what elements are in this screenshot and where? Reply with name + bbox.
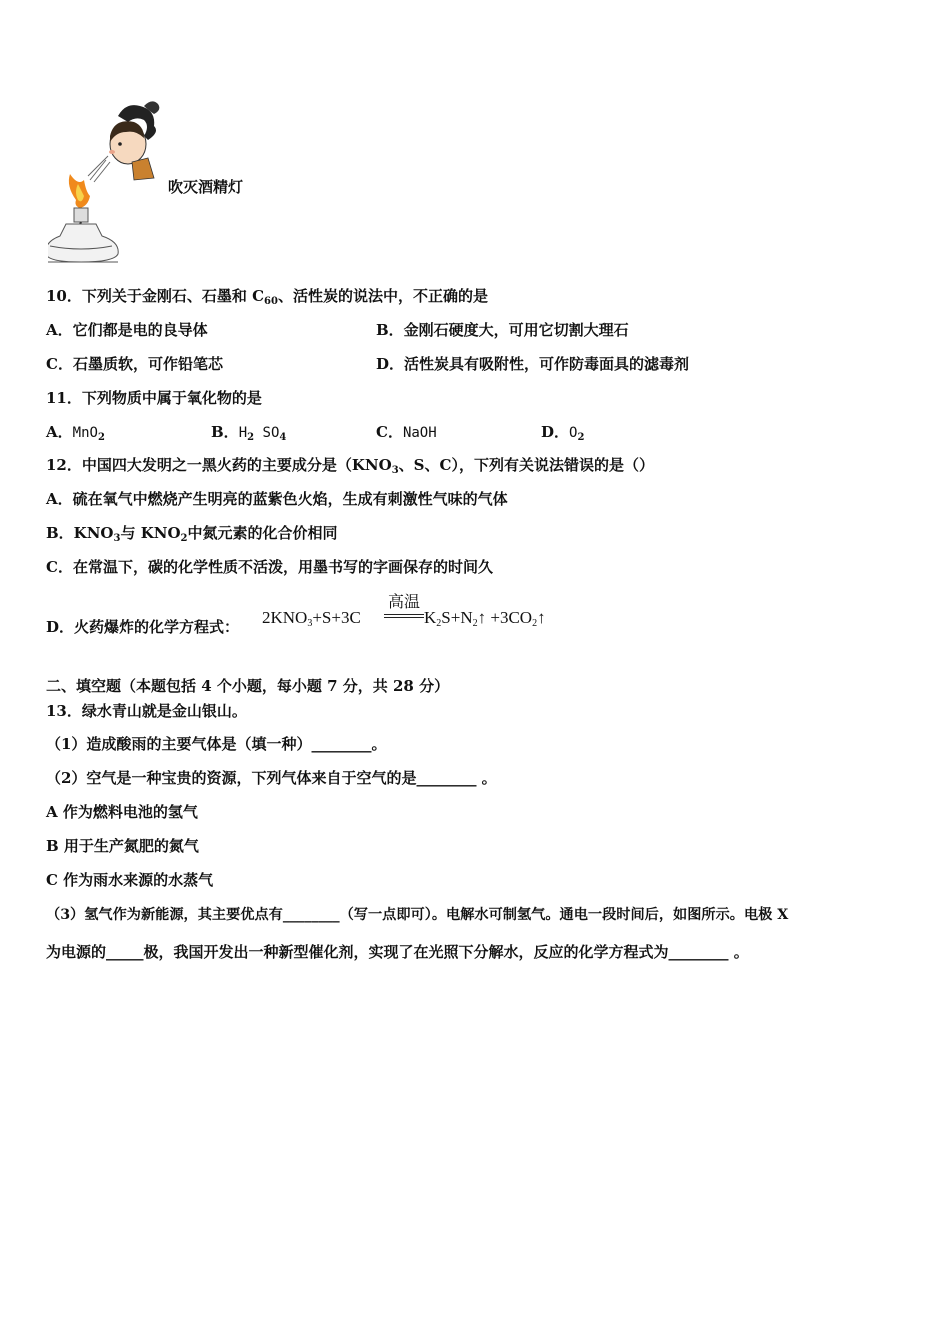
eq-sub: 2	[472, 618, 478, 629]
q12-option-a: A．硫在氧气中燃烧产生明亮的蓝紫色火焰，生成有刺激性气味的气体	[46, 490, 508, 508]
q12-option-b	[46, 523, 338, 549]
q12-b-part: 中氮元素的化合价相同	[187, 524, 338, 542]
flame-icon	[69, 174, 90, 208]
eq-part: +S+3C	[312, 608, 361, 627]
q10-stem	[46, 286, 488, 312]
option-label: C．	[376, 423, 403, 441]
q12-stem	[46, 455, 654, 481]
q13-option-c: C 作为雨水来源的水蒸气	[46, 871, 214, 889]
eq-part: K	[424, 608, 437, 627]
option-label: B．	[211, 423, 239, 441]
formula: SO	[254, 425, 280, 441]
q11-stem: 11．下列物质中属于氧化物的是	[46, 389, 262, 407]
eq-part: ↑	[537, 608, 546, 627]
formula-sub: 2	[247, 432, 255, 443]
q12-option-d-label: D．火药爆炸的化学方程式：	[46, 618, 240, 636]
eq-part: S+N	[441, 608, 473, 627]
eq-sub: 2	[532, 618, 538, 629]
q13-part-3-line-2: 为电源的_____极，我国开发出一种新型催化剂，实现了在光照下分解水，反应的化学方程式为________ 。	[46, 943, 749, 961]
q12-option-c: C．在常温下，碳的化学性质不活泼，用墨书写的字画保存的时间久	[46, 558, 493, 576]
q11-option-a	[46, 422, 105, 448]
alcohol-lamp-illustration	[48, 96, 163, 268]
q11-option-c	[376, 422, 437, 443]
equation-bar	[384, 617, 424, 618]
alcohol-lamp-icon	[48, 208, 118, 262]
formula: NaOH	[402, 425, 437, 441]
q11-option-b	[211, 422, 286, 448]
girl-icon	[109, 101, 159, 180]
formula: H	[238, 425, 248, 441]
q10-option-b: B．金刚石硬度大，可用它切割大理石	[376, 321, 629, 339]
eq-sub: 3	[307, 618, 313, 629]
equation-reactants	[262, 608, 361, 629]
section-2-title: 二、填空题（本题包括 4 个小题，每小题 7 分，共 28 分）	[46, 677, 450, 695]
option-label: A．	[46, 423, 73, 441]
q10-option-d: D．活性炭具有吸附性，可作防毒面具的滤毒剂	[376, 355, 690, 373]
equation-products	[424, 608, 546, 629]
equation-bar	[384, 614, 424, 615]
eq-sub: 2	[436, 618, 442, 629]
formula-sub: 4	[279, 432, 287, 443]
option-label: D．	[541, 423, 570, 441]
q12-stem-sub: 3	[391, 465, 399, 476]
q10-stem-part: 10．下列关于金刚石、石墨和 C	[46, 287, 265, 305]
q10-option-c: C．石墨质软，可作铅笔芯	[46, 355, 223, 373]
formula-sub: 2	[97, 432, 105, 443]
q12-b-part: 与 KNO	[120, 524, 181, 542]
q13-part-3-line-1: （3）氢气作为新能源，其主要优点有________（写一点即可）。电解水可制氢气。通电一段时间后，如图所示。电极 X	[46, 907, 789, 923]
eq-part: ↑ +3CO	[477, 608, 533, 627]
q10-stem-sub: 60	[264, 296, 278, 307]
equation-condition: 高温	[387, 594, 420, 611]
q10-stem-part: 、活性炭的说法中，不正确的是	[277, 287, 488, 305]
q12-stem-part: 12．中国四大发明之一黑火药的主要成分是（KNO	[46, 456, 392, 474]
q13-option-b: B 用于生产氮肥的氮气	[46, 837, 199, 855]
q11-option-d	[541, 422, 584, 448]
breath-lines	[88, 156, 110, 182]
eq-part: 2KNO	[262, 608, 308, 627]
formula-sub: 2	[577, 432, 585, 443]
illustration-caption: 吹灭酒精灯	[168, 178, 244, 196]
q10-option-a: A．它们都是电的良导体	[46, 321, 208, 339]
q12-b-part: B．KNO	[46, 524, 114, 542]
q13-part-1: （1）造成酸雨的主要气体是（填一种）________。	[46, 735, 387, 753]
q13-option-a: A 作为燃料电池的氢气	[46, 803, 198, 821]
q12-b-sub: 2	[180, 533, 188, 544]
q12-b-sub: 3	[113, 533, 121, 544]
q13-stem: 13．绿水青山就是金山银山。	[46, 702, 247, 720]
q13-part-2: （2）空气是一种宝贵的资源，下列气体来自于空气的是________ 。	[46, 769, 497, 787]
q12-stem-part: 、S、C），下列有关说法错误的是（）	[398, 456, 654, 474]
formula: O	[569, 425, 578, 441]
formula: MnO	[72, 425, 98, 441]
